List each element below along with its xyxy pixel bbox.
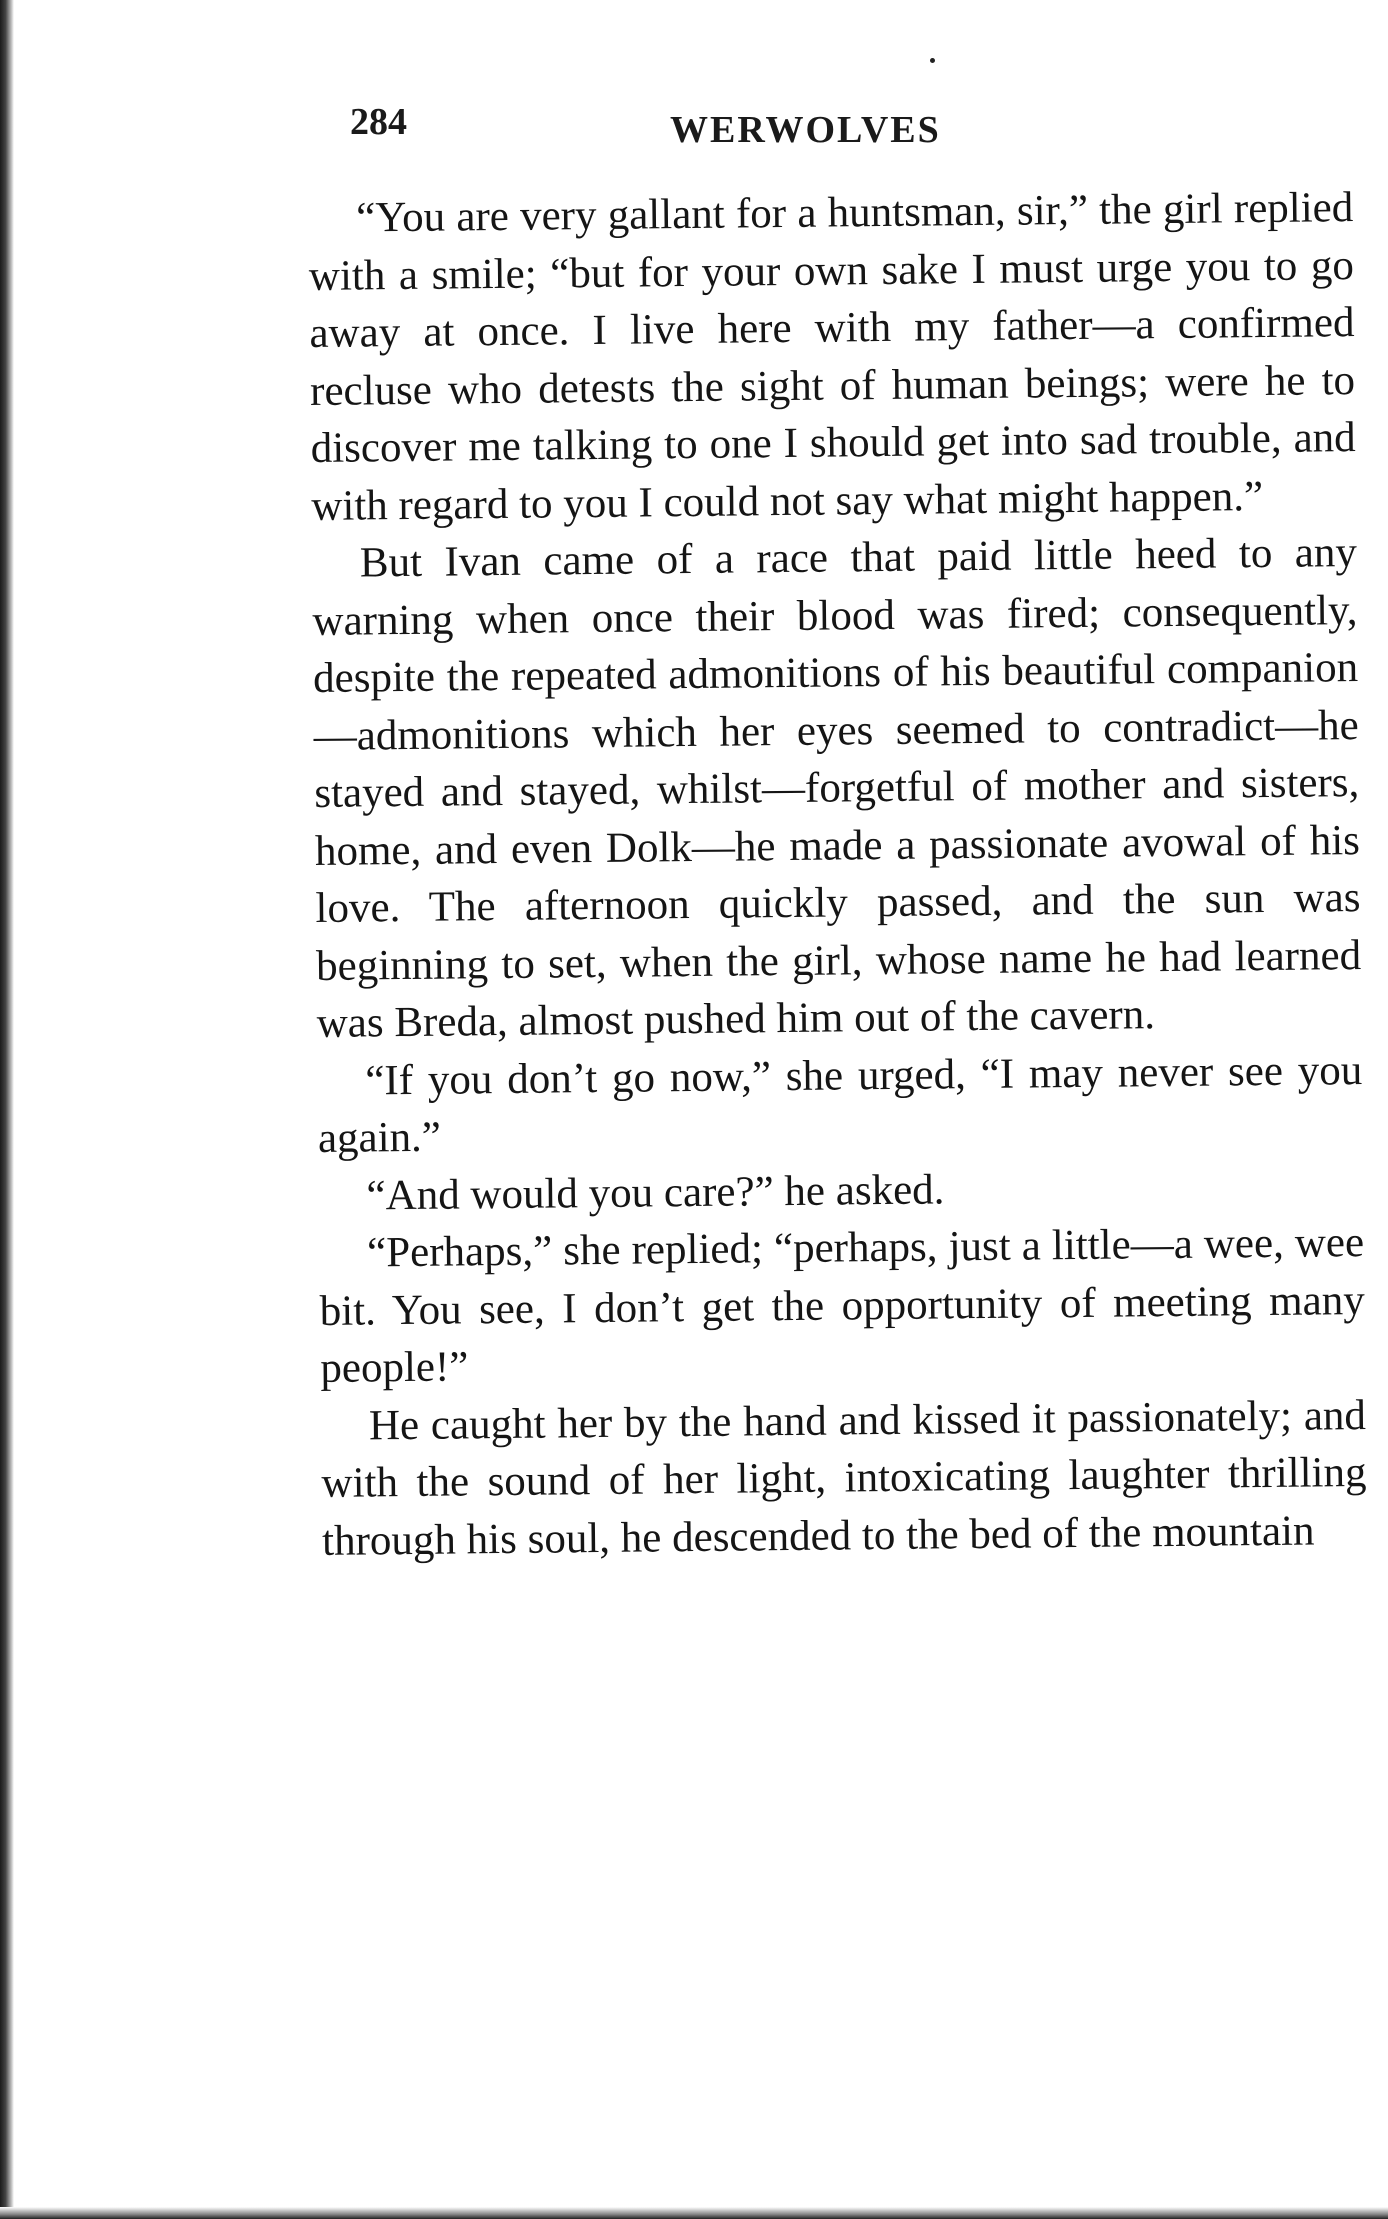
running-title: WERWOLVES xyxy=(670,109,941,151)
paragraph-5: “Perhaps,” she replied; “perhaps, just a little—a wee, wee bit. You see, I don’t get the opportunity of meeting many people!” xyxy=(319,1219,1365,1392)
page-number: 284 xyxy=(350,101,407,143)
paragraph-1: “You are very gallant for a huntsman, sir,” the girl replied with a smile; “but for your own sake I must urge you to go away at once. I live here with my father—a confirmed recluse who detests the sight of human beings; were he to discover me talking to one I should get into sad trouble, and with regard to you I could not say what might happen.” xyxy=(308,184,1356,530)
paragraph-3: “If you don’t go now,” she urged, “I may never see you again.” xyxy=(317,1046,1363,1162)
book-spine-shadow xyxy=(0,0,14,2219)
page-bottom-edge xyxy=(0,2207,1388,2219)
running-header xyxy=(350,100,1030,160)
paragraph-2: But Ivan came of a race that paid little heed to any warning when once their blood was fired; consequently, despite the repeated admonitions of his beautiful companion—admonitions which her eyes seemed to contradict—he stayed and stayed, whilst—forgetful of mother and sisters, home, and even Dolk—he made a passionate avowal of his love. The afternoon quickly passed, and the sun was beginning to set, when the girl, whose name he had learned was Breda, almost pushed him out of the cavern. xyxy=(312,529,1362,1047)
paragraph-4: “And would you care?” he asked. xyxy=(366,1165,945,1219)
paragraph-6: He caught her by the hand and kissed it passionately; and with the sound of her light, intoxicating laughter thrilling through his soul, he descended to the bed of the mountain xyxy=(321,1391,1367,1565)
body-text xyxy=(308,179,1367,1570)
print-speck xyxy=(930,58,935,63)
